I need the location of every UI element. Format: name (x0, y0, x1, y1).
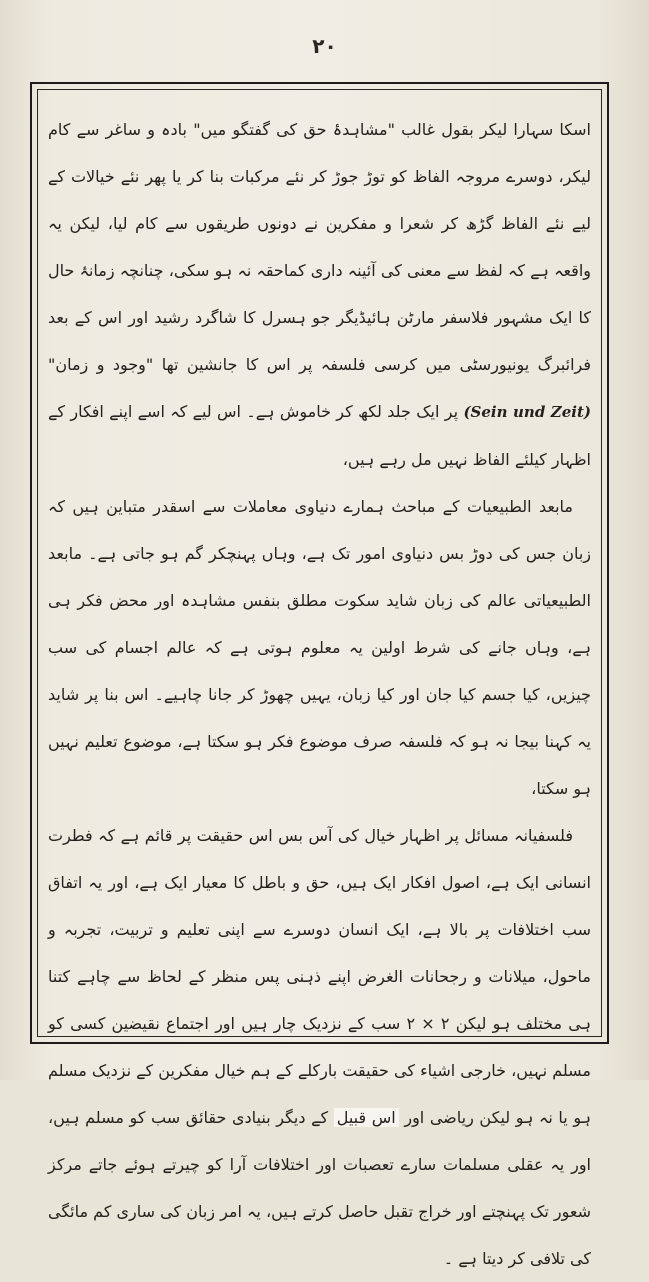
paragraph-1-end: پر ایک جلد لکھ کر خاموش ہے۔ اس لیے کہ اسے اپنے افکار کے اظہار کیلئے الفاظ نہیں مل رہے ہیں، (48, 402, 591, 469)
paragraph-2: مابعد الطبیعیات کے مباحث ہمارے دنیاوی معاملات سے اسقدر متباین ہیں کہ زبان جس کی دوڑ بس دنیاوی امور تک ہے، وہاں پہنچکر گم ہو جاتی ہے۔ مابعد الطبیعیاتی عالم کی زبان شاید سکوت مطلق بنفس مشاہدہ اور محض فکر ہی ہے، وہاں جانے کی شرط اولین یہ معلوم ہوتی ہے کہ عالم اجسام کی سب چیزیں، کیا جسم کیا جان اور کیا زبان، یہیں چھوڑ کر جانا چاہیے۔ اس بنا پر شاید یہ کہنا بیجا نہ ہو کہ فلسفہ صرف موضوع فکر ہو سکتا ہے، موضوع تعلیم نہیں ہو سکتا، (48, 497, 591, 798)
paragraph-3 (48, 812, 591, 1282)
paragraph-3-text: فلسفیانہ مسائل پر اظہار خیال کی آس بس اس حقیقت پر قائم ہے کہ فطرت انسانی ایک ہے، اصول افکار ایک ہیں، حق و باطل کا معیار ایک ہے، اور یہ اتفاق سب اختلافات پر بالا ہے، ایک انسان دوسرے سے اپنی تعلیم و تربیت، تجربہ و ماحول، میلانات و رجحانات الغرض اپنے ذہنی پس منظر کے لحاظ سے چاہے کتنا ہی مختلف ہو لیکن ۲ × ۲ سب کے نزدیک چار ہیں اور اجتماع نقیضین کسی کو مسلم نہیں، خارجی اشیاء کی حقیقت بارکلے کے ہم خیال مفکرین کے نزدیک مسلم ہو یا نہ ہو لیکن ریاضی اور (48, 826, 592, 1127)
page-frame (30, 82, 609, 1268)
body-text (48, 106, 592, 1268)
paragraph-1-text: اسکا سہارا لیکر بقول غالب "مشاہدۂ حق کی گفتگو میں" بادہ و ساغر سے کام لیکر، دوسرے مروجہ الفاظ کو توڑ جوڑ کر نئے مرکبات بنا کر یا پھر نئے خیالات کے لیے نئے الفاظ گڑھ کر شعرا و مفکرین نے دونوں طریقوں سے کام لیا، لیکن یہ واقعہ ہے کہ لفظ سے معنی کی آئینہ داری کماحقہ نہ ہو سکی، چنانچہ زمانۂ حال کا ایک مشہور فلاسفر مارٹن ہائیڈیگر جو ہسرل کا شاگرد رشید اور اس کے بعد فرائبرگ یونیورسٹی میں کرسی فلسفہ پر اس کا جانشین تھا "وجود و زمان" (48, 120, 591, 374)
paragraph-3-end: کے دیگر بنیادی حقائق سب کو مسلم ہیں، اور یہ عقلی مسلمات سارے تعصبات اور اختلافات آرا کو چیرتے ہوئے جاتے مرکز شعور تک پہنچتے اور خراج تقبل حاصل کرتے ہیں، یہ امر زبان کی ساری کم مائگی کی تلافی کر دیتا ہے ۔ (48, 1108, 591, 1268)
paragraph-1 (48, 106, 591, 483)
latin-book-title: (Sein und Zeit) (463, 403, 592, 421)
page-number: ۲۰ (312, 34, 337, 58)
highlighted-phrase: اس قبیل (334, 1108, 399, 1127)
